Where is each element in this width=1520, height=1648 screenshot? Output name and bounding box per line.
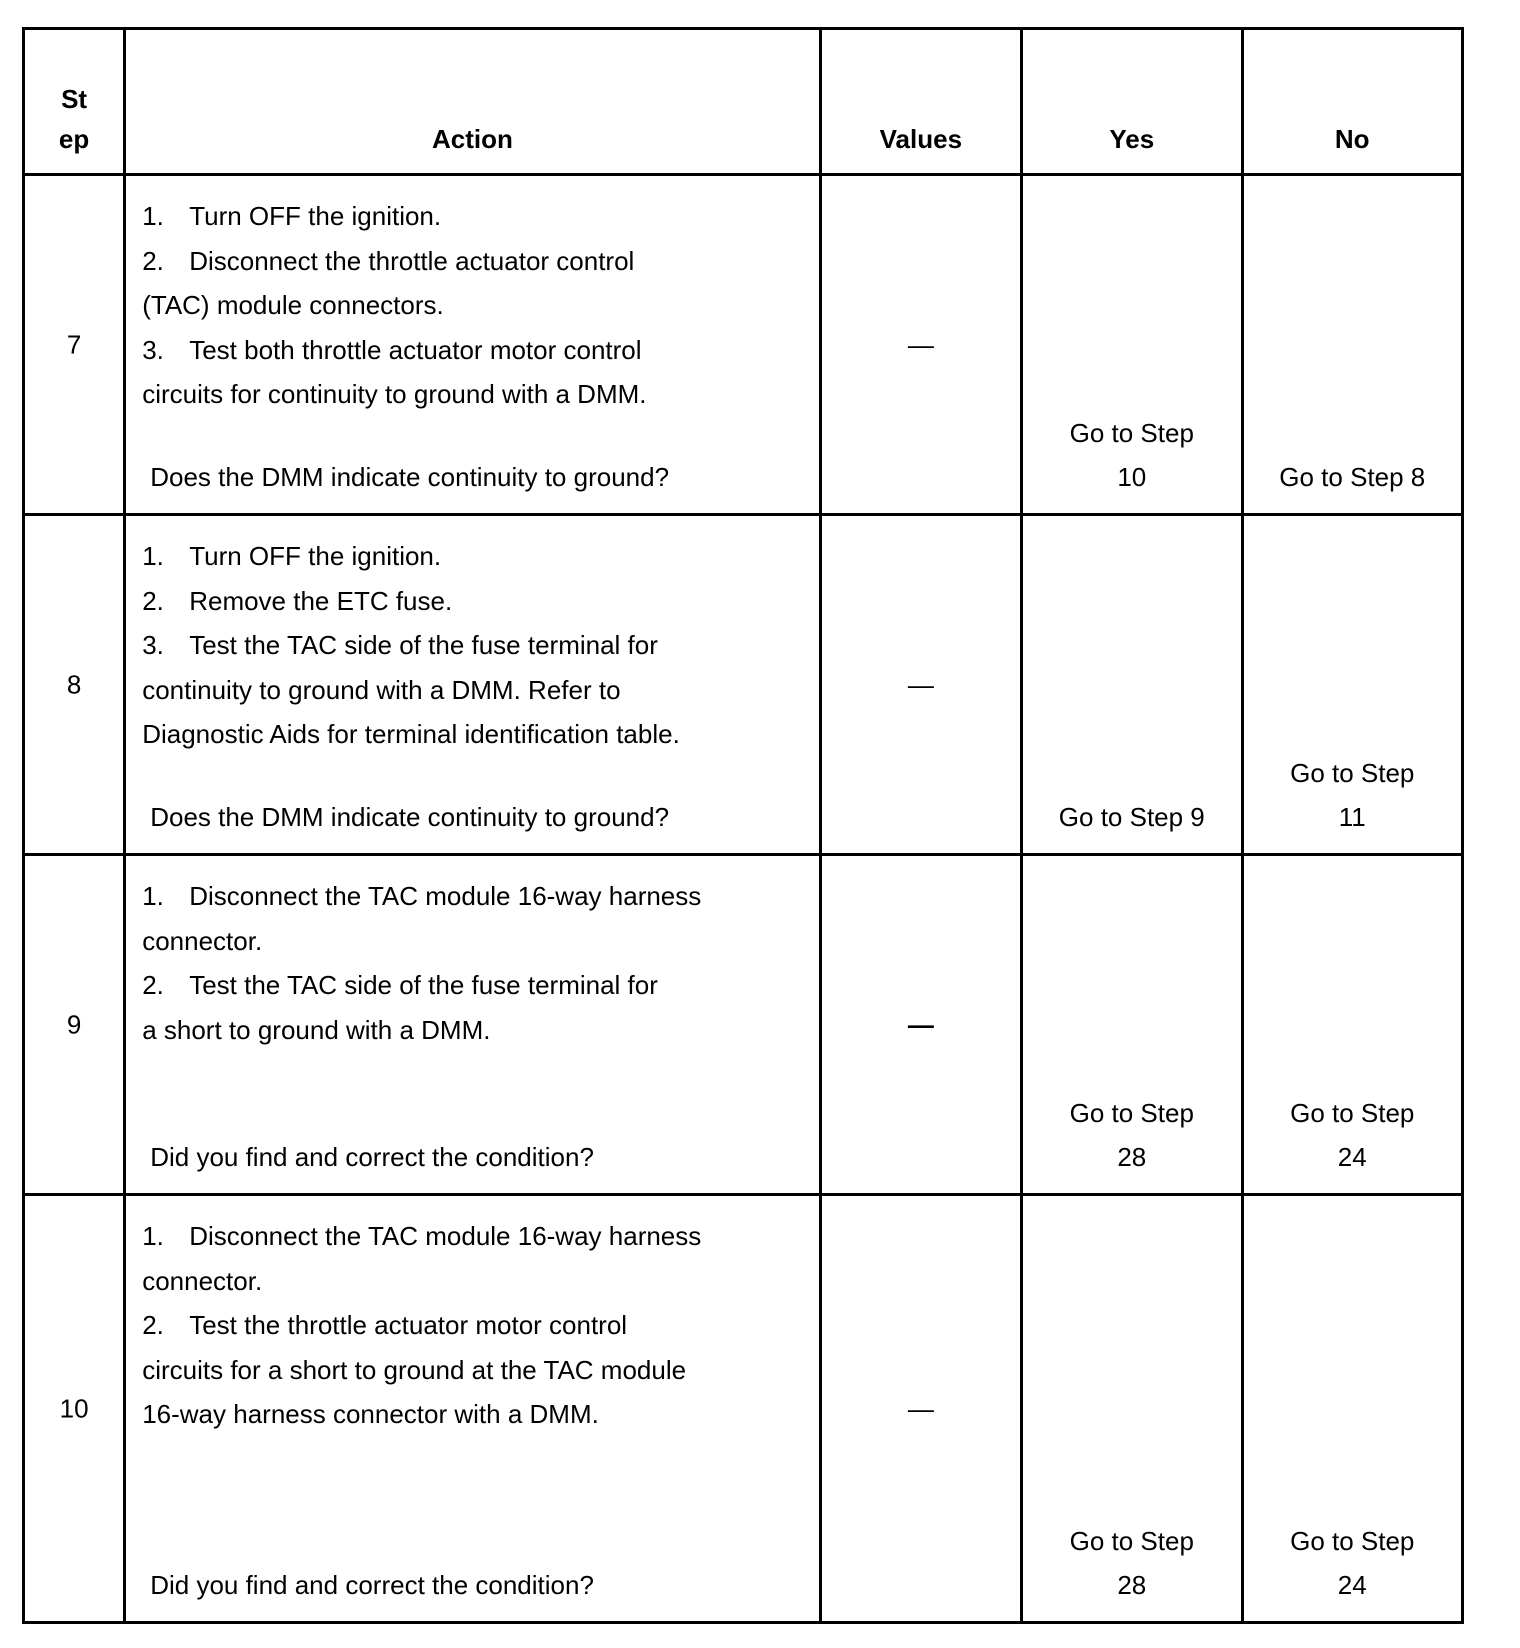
action-line: (TAC) module connectors. xyxy=(142,290,444,320)
yes-cell xyxy=(1022,1195,1242,1623)
yes-cell xyxy=(1022,515,1242,855)
action-cell xyxy=(125,855,820,1195)
table-row xyxy=(24,855,1463,1195)
no-cell xyxy=(1242,1195,1463,1623)
action-cell xyxy=(125,175,820,515)
header-values: Values xyxy=(820,29,1021,175)
step-number: 8 xyxy=(66,669,82,699)
values-dash: — xyxy=(907,1009,934,1039)
yes-result: Go to Step 9 xyxy=(1058,802,1205,832)
step-cell xyxy=(24,175,125,515)
action-line: 1. Turn OFF the ignition. xyxy=(142,201,442,231)
yes-cell xyxy=(1022,175,1242,515)
header-action: Action xyxy=(125,29,820,175)
action-line: 2. Test the TAC side of the fuse terminal for xyxy=(142,970,658,1000)
yes-cell xyxy=(1022,855,1242,1195)
step-cell xyxy=(24,855,125,1195)
header-yes: Yes xyxy=(1022,29,1242,175)
action-line: Diagnostic Aids for terminal identification table. xyxy=(142,719,680,749)
action-line: continuity to ground with a DMM. Refer to xyxy=(142,674,621,705)
action-question: Does the DMM indicate continuity to ground? xyxy=(150,462,670,492)
no-cell xyxy=(1242,175,1463,515)
action-line: 1. Disconnect the TAC module 16-way harness xyxy=(142,1221,702,1251)
values-cell xyxy=(820,855,1021,1195)
step-cell xyxy=(24,515,125,855)
action-line: a short to ground with a DMM. xyxy=(142,1014,491,1045)
action-line: 1. Turn OFF the ignition. xyxy=(142,541,442,571)
no-result: Go to Step 11 xyxy=(1290,758,1415,832)
header-no: No xyxy=(1242,29,1463,175)
action-question: Does the DMM indicate continuity to ground? xyxy=(150,802,670,832)
no-result: Go to Step 8 xyxy=(1279,462,1426,492)
table-row xyxy=(24,175,1463,515)
action-cell xyxy=(125,515,820,855)
table-header-row xyxy=(24,29,1463,175)
step-number: 9 xyxy=(66,1009,82,1039)
values-cell xyxy=(820,175,1021,515)
action-line: connector. xyxy=(142,925,263,956)
yes-result: Go to Step 28 xyxy=(1069,1526,1194,1600)
action-question: Did you find and correct the condition? xyxy=(150,1142,594,1172)
step-number: 7 xyxy=(66,329,82,359)
action-line: 16-way harness connector with a DMM. xyxy=(142,1399,599,1429)
header-step-line2: ep xyxy=(58,124,90,154)
values-dash: — xyxy=(907,1393,934,1423)
values-dash: — xyxy=(907,329,934,359)
action-line: 2. Test the throttle actuator motor control xyxy=(142,1310,628,1340)
action-line: 3. Test both throttle actuator motor control xyxy=(142,334,642,365)
action-line: 3. Test the TAC side of the fuse terminal for xyxy=(142,630,658,660)
yes-result: Go to Step 10 xyxy=(1069,418,1194,492)
no-cell xyxy=(1242,855,1463,1195)
no-cell xyxy=(1242,515,1463,855)
no-result: Go to Step 24 xyxy=(1290,1098,1415,1172)
table-row xyxy=(24,1195,1463,1623)
action-line: 2. Disconnect the throttle actuator control xyxy=(142,245,635,276)
values-cell xyxy=(820,515,1021,855)
action-cell xyxy=(125,1195,820,1623)
step-number: 10 xyxy=(59,1393,89,1423)
action-line: 1. Disconnect the TAC module 16-way harness xyxy=(142,881,702,911)
action-line: 2. Remove the ETC fuse. xyxy=(142,585,453,616)
table-row xyxy=(24,515,1463,855)
values-dash: — xyxy=(907,669,934,699)
no-result: Go to Step 24 xyxy=(1290,1526,1415,1600)
action-line: circuits for a short to ground at the TAC module xyxy=(142,1354,687,1385)
header-step-line1: St xyxy=(61,84,88,114)
action-line: connector. xyxy=(142,1265,263,1296)
values-cell xyxy=(820,1195,1021,1623)
diagnostic-table xyxy=(22,27,1464,1624)
action-line: circuits for continuity to ground with a DMM. xyxy=(142,379,647,409)
header-step xyxy=(24,29,125,175)
yes-result: Go to Step 28 xyxy=(1069,1098,1194,1172)
action-question: Did you find and correct the condition? xyxy=(150,1570,594,1600)
step-cell xyxy=(24,1195,125,1623)
